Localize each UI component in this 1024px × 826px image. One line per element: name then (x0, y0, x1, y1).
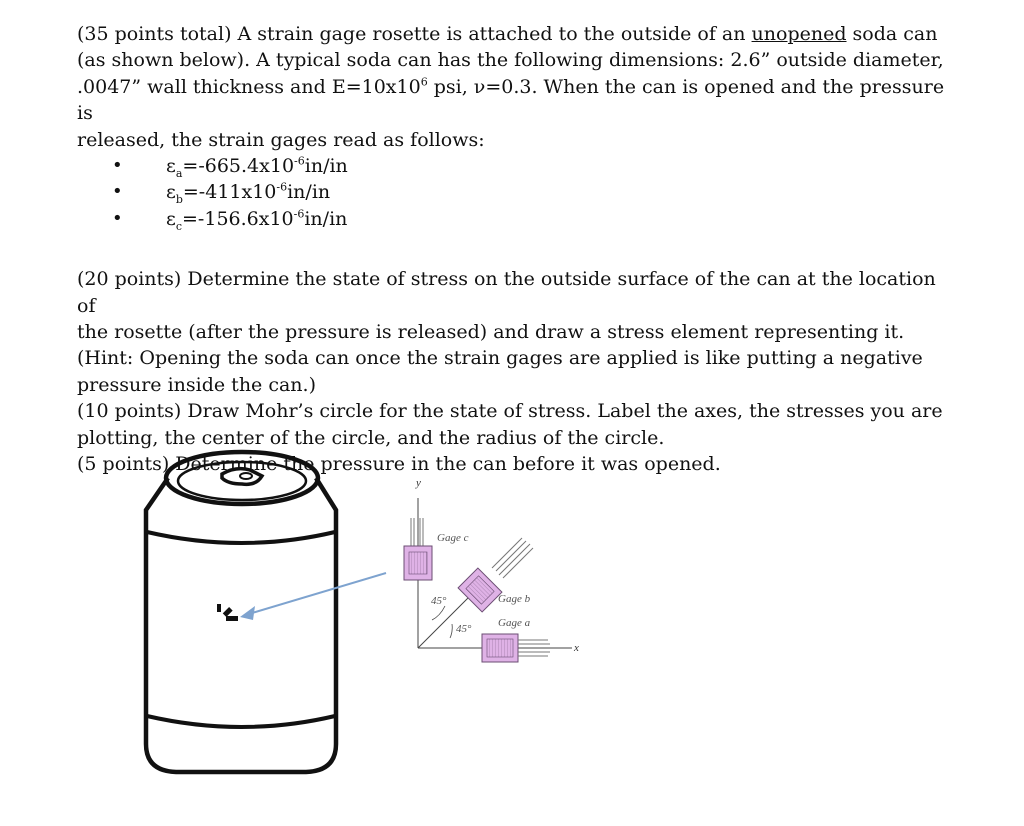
gage-a (482, 617, 550, 662)
angle-label-upper: 45° (431, 595, 447, 607)
question-3-line1: (5 points) Determine the pressure in the can before it was opened. (77, 453, 721, 476)
can-pull-tab (222, 469, 262, 485)
question-1-line2: the rosette (after the pressure is released) and draw a stress element representing it. (77, 321, 905, 344)
angle-arc-upper (432, 606, 445, 620)
intro-line2: (as shown below). A typical soda can has the following dimensions: 2.6” outside diameter, (77, 49, 944, 72)
strain-reading-c: • $\varepsilon_c=-156.6x10^{-6}in/in$ (77, 206, 957, 232)
gage-b (458, 538, 533, 612)
question-1-hint-line2: pressure inside the can.) (77, 373, 316, 396)
unopened-underlined: unopened (751, 23, 847, 45)
strain-reading-a: • $\varepsilon_a=-665.4x10^{-6}in/in$ (77, 153, 957, 179)
question-2-line2: plotting, the center of the circle, and the radius of the circle. (77, 426, 665, 449)
leader-arrow (240, 573, 386, 620)
can-upper-band (147, 532, 335, 543)
gage-c (404, 518, 469, 580)
strain-reading-b: • $\varepsilon_b=-411x10^{-6}in/in$ (77, 179, 957, 205)
gage-a-label: Gage a (498, 617, 531, 629)
gage-b-label: Gage b (498, 593, 531, 605)
rosette-diagram (404, 477, 579, 662)
soda-can (146, 452, 336, 772)
question-1-line1: (20 points) Determine the state of stress on the outside surface of the can at the location of (77, 268, 936, 317)
intro-line3: .0047” wall thickness and $E=10x10^6$ psi, ν=0.3. When the can is opened and the pressure is (77, 75, 945, 125)
intro-line1: (35 points total) A strain gage rosette is attached to the outside of an unopened soda can (77, 23, 938, 45)
x-axis-label: x (574, 642, 579, 654)
gage-c-label: Gage c (437, 532, 469, 544)
can-tab-hole (240, 473, 252, 479)
question-2-line1: (10 points) Draw Mohr’s circle for the state of stress. Label the axes, the stresses you are (77, 400, 943, 423)
angle-arc-lower (450, 624, 452, 638)
y-axis-label: y (416, 477, 421, 489)
rosette-mark-on-can (217, 604, 238, 621)
can-lower-band (147, 716, 335, 727)
question-1-hint-line1: (Hint: Opening the soda can once the strain gages are applied is like putting a negative (77, 347, 923, 370)
intro-line4: released, the strain gages read as follows: (77, 128, 485, 151)
angle-label-lower: 45° (456, 623, 472, 635)
